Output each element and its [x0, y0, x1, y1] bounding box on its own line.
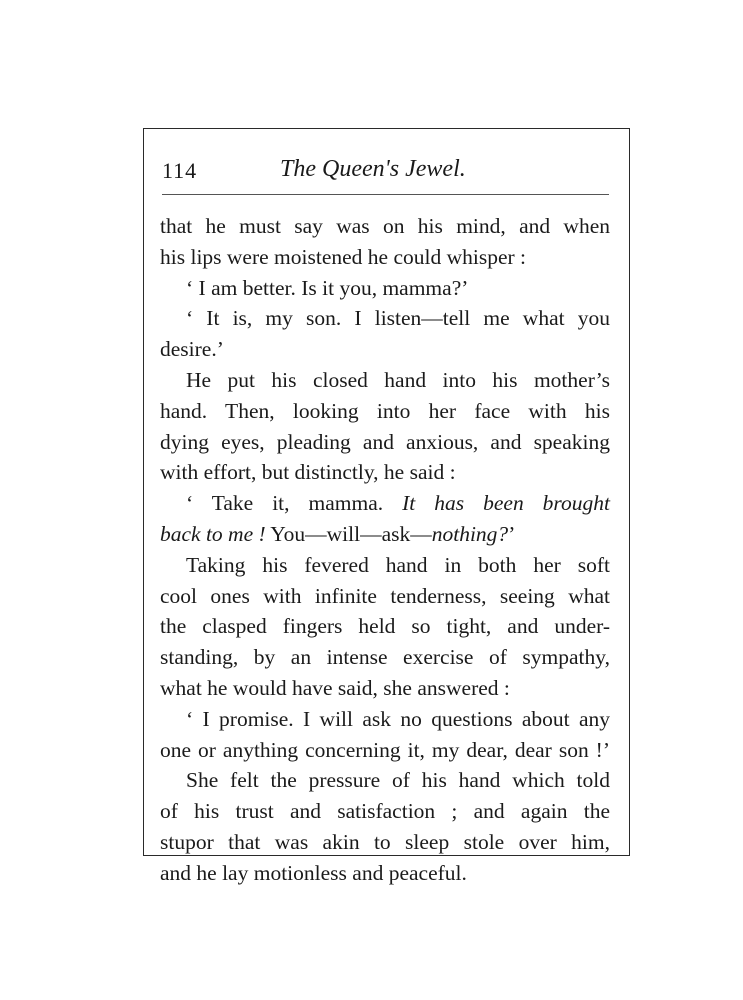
text-line — [160, 365, 610, 396]
text-line — [160, 396, 610, 427]
text-line — [160, 765, 610, 796]
italic-text: nothing? — [431, 521, 509, 546]
text-segment: his lips were moistened he could whisper : — [160, 244, 527, 269]
page-number: 114 — [162, 158, 198, 183]
text-segment: ‘ Take it, mamma. — [186, 491, 403, 516]
italic-text: It has been brought — [402, 491, 610, 516]
text-segment: ‘ It is, my son. I listen—tell me what you — [186, 306, 610, 331]
text-line — [160, 581, 610, 612]
text-line — [160, 796, 610, 827]
text-segment: one or anything concerning it, my dear, dear son !’ — [160, 737, 610, 762]
text-line — [160, 242, 610, 273]
text-line — [160, 827, 610, 858]
page-header — [162, 154, 609, 195]
text-segment: ‘ I am better. Is it you, mamma?’ — [186, 275, 469, 300]
text-line — [160, 334, 610, 365]
text-segment: desire.’ — [160, 337, 224, 362]
text-line — [160, 303, 610, 334]
text-segment: cool ones with infinite tenderness, seeing what — [160, 583, 610, 608]
text-line — [160, 611, 610, 642]
text-segment: She felt the pressure of his hand which told — [186, 768, 610, 793]
text-line — [160, 858, 610, 889]
text-segment: dying eyes, pleading and anxious, and speaking — [160, 429, 610, 454]
text-line — [160, 211, 610, 242]
text-line — [160, 488, 610, 519]
text-segment: with effort, but distinctly, he said : — [160, 460, 456, 485]
text-segment: He put his closed hand into his mother’s — [186, 367, 610, 392]
text-segment: of his trust and satisfaction ; and again the — [160, 799, 610, 824]
body-text — [160, 211, 610, 889]
text-line — [160, 519, 610, 550]
text-segment: the clasped fingers held so tight, and under- — [160, 614, 610, 639]
text-segment: stupor that was akin to sleep stole over him, — [160, 829, 610, 854]
running-title: The Queen's Jewel. — [280, 156, 466, 182]
text-line — [160, 457, 610, 488]
text-segment: standing, by an intense exercise of sympathy, — [160, 645, 610, 670]
text-line — [160, 735, 610, 766]
text-segment: that he must say was on his mind, and when — [160, 214, 610, 238]
text-segment: what he would have said, she answered : — [160, 675, 510, 700]
text-segment: and he lay motionless and peaceful. — [160, 860, 467, 885]
text-segment: hand. Then, looking into her face with his — [160, 398, 610, 423]
text-line — [160, 273, 610, 304]
text-segment: ’ — [508, 521, 516, 546]
text-segment: You—will—ask— — [265, 521, 432, 546]
italic-text: back to me ! — [160, 521, 266, 546]
text-segment: Taking his fevered hand in both her soft — [186, 552, 610, 577]
text-line — [160, 550, 610, 581]
text-line — [160, 427, 610, 458]
text-segment: ‘ I promise. I will ask no questions about any — [186, 706, 610, 731]
text-line — [160, 704, 610, 735]
text-line — [160, 642, 610, 673]
text-line — [160, 673, 610, 704]
